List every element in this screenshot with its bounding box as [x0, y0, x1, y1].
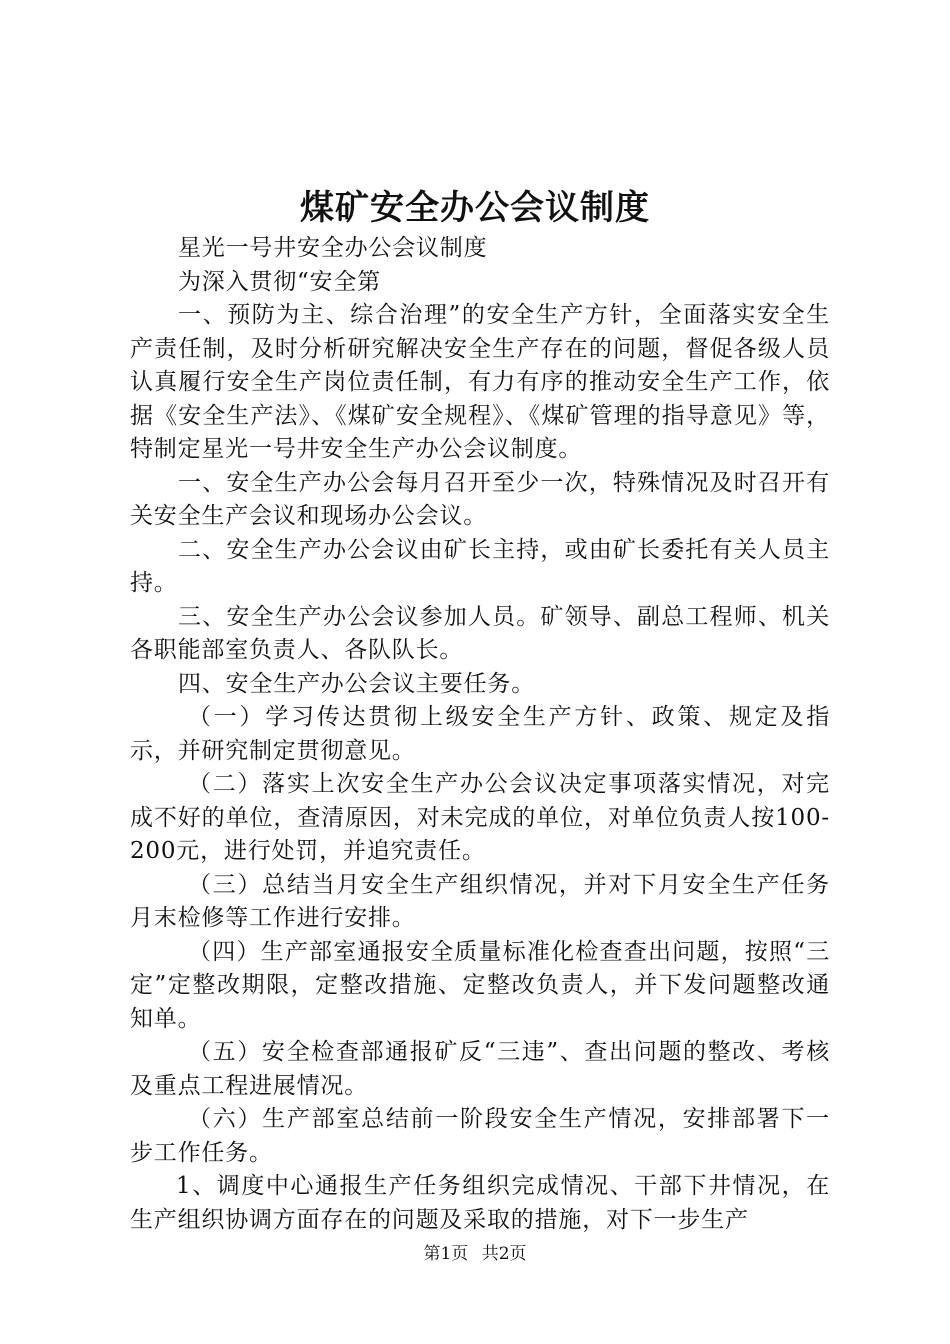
paragraph-article-4: 四、安全生产办公会议主要任务。 — [178, 670, 535, 697]
paragraph-item-6: （六）生产部室总结前一阶段安全生产情况，安排部署下一步工作任务。 — [130, 1106, 830, 1166]
paragraph-item-3: （三）总结当月安全生产组织情况，并对下月安全生产任务月末检修等工作进行安排。 — [130, 871, 830, 931]
paragraph-article-2: 二、安全生产办公会议由矿长主持，或由矿长委托有关人员主持。 — [130, 536, 830, 596]
page-total: 共2页 — [481, 1244, 527, 1264]
paragraph-article-3: 三、安全生产办公会议参加人员。矿领导、副总工程师、机关各职能部室负责人、各队队长。 — [130, 603, 830, 663]
paragraph-purpose: 一、预防为主、综合治理”的安全生产方针，全面落实安全生产责任制，及时分析研究解决安全生产存在的问题，督促各级人员认真履行安全生产岗位责任制，有力有序的推动安全生产工作，依据《安全生产法》、《煤矿安全规程》、《煤矿管理的指导意见》等，特制定星光一号井安全生产办公会议制度。 — [130, 302, 830, 462]
paragraph-intro: 为深入贯彻“安全第 — [178, 268, 381, 295]
paragraph-item-5: （五）安全检查部通报矿反“三违”、查出问题的整改、考核及重点工程进展情况。 — [130, 1039, 830, 1099]
page-number: 第1页 — [423, 1244, 469, 1264]
document-title: 煤矿安全办公会议制度 — [300, 188, 650, 228]
paragraph-item-1: （一）学习传达贯彻上级安全生产方针、政策、规定及指示，并研究制定贯彻意见。 — [130, 704, 830, 764]
paragraph-article-1: 一、安全生产办公会每月召开至少一次，特殊情况及时召开有关安全生产会议和现场办公会议。 — [130, 469, 830, 529]
paragraph-item-2: （二）落实上次安全生产办公会议决定事项落实情况，对完成不好的单位，查清原因，对未完成的单位，对单位负责人按100-200元，进行处罚，并追究责任。 — [130, 771, 830, 864]
paragraph-item-4: （四）生产部室通报安全质量标准化检查查出问题，按照“三定”定整改期限，定整改措施、定整改负责人，并下发问题整改通知单。 — [130, 938, 830, 1032]
document-body — [130, 232, 830, 1237]
page-footer — [0, 1242, 950, 1266]
paragraph-subtitle: 星光一号井安全办公会议制度 — [178, 235, 488, 261]
paragraph-subitem-1: 1、调度中心通报生产任务组织完成情况、干部下井情况，在生产组织协调方面存在的问题及采取的措施，对下一步生产 — [130, 1173, 830, 1233]
